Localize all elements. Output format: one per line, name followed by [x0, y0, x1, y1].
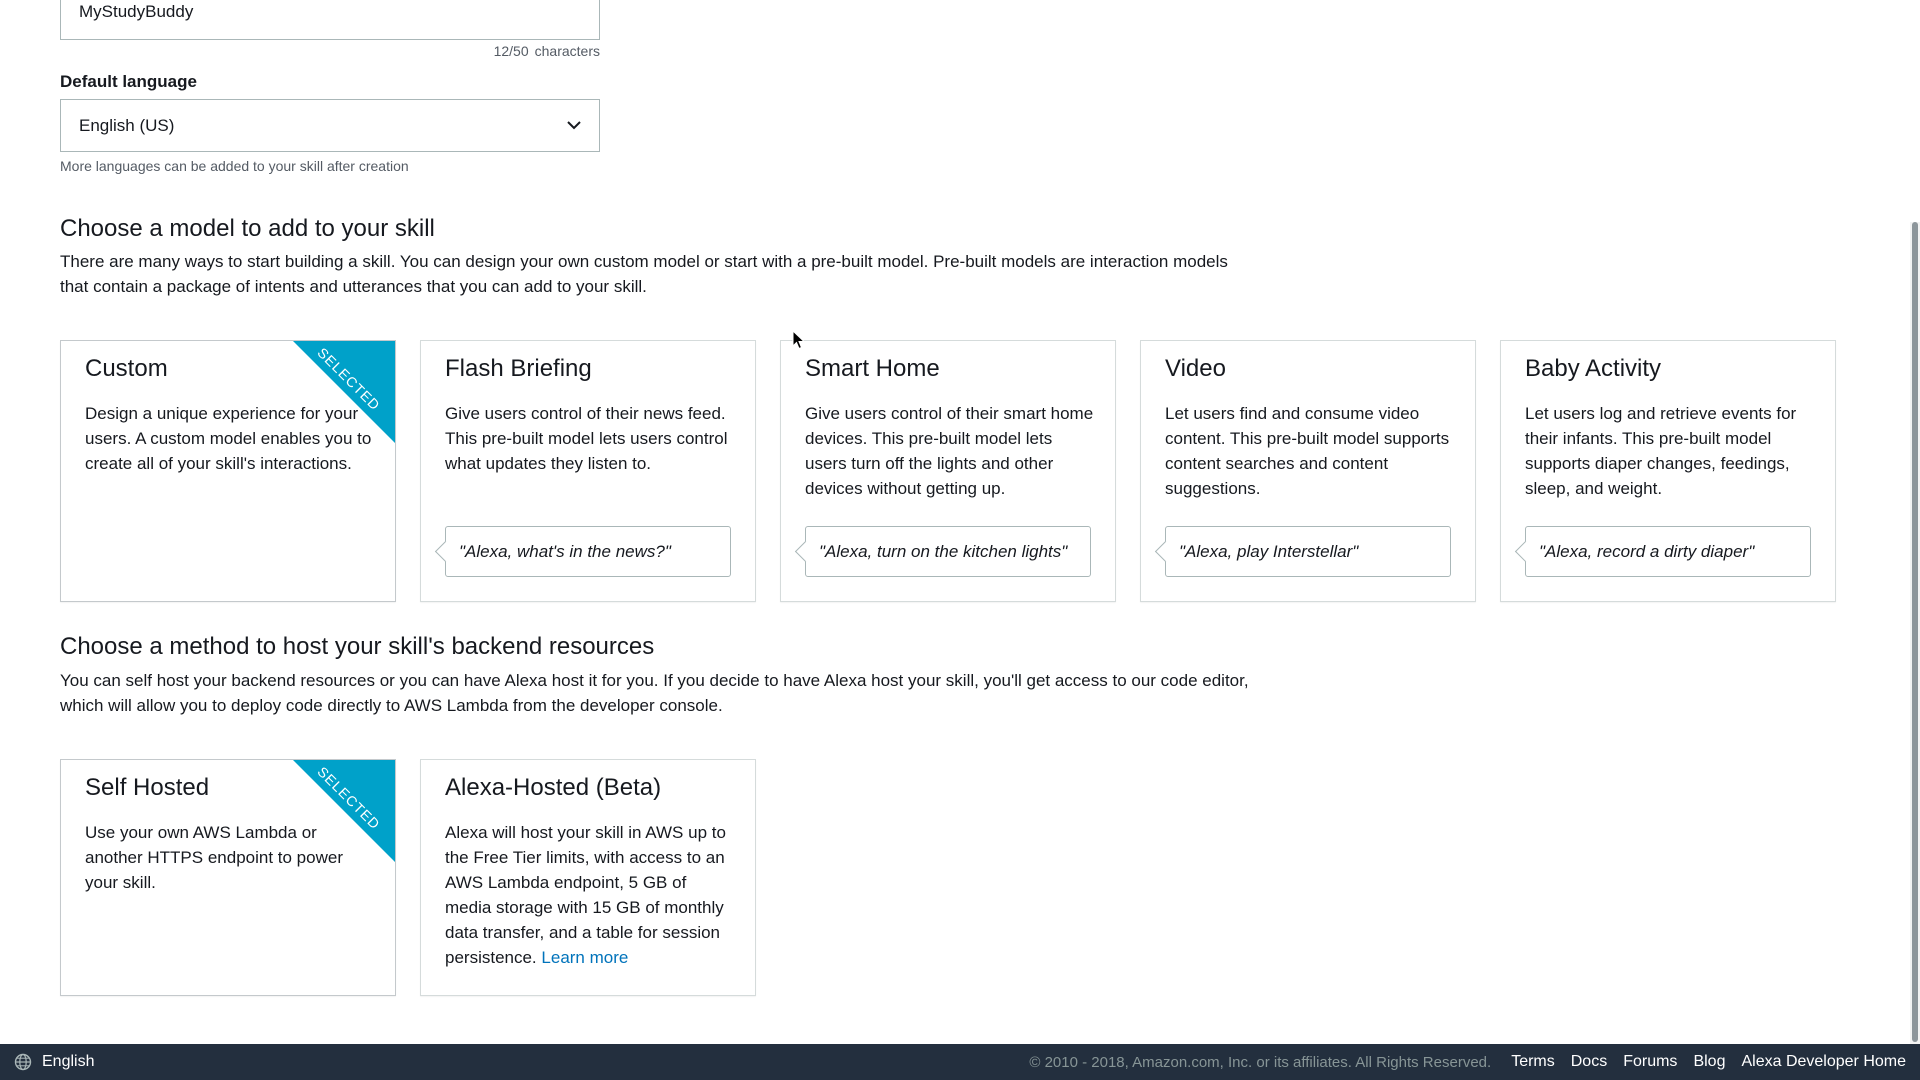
model-card-title: Smart Home — [805, 355, 940, 382]
selected-ribbon — [293, 341, 395, 443]
example-utterance: "Alexa, what's in the news?" — [445, 526, 731, 577]
host-card-description — [445, 820, 737, 970]
example-utterance: "Alexa, turn on the kitchen lights" — [805, 526, 1091, 577]
default-language-select[interactable] — [60, 99, 600, 152]
model-card-custom[interactable] — [60, 340, 396, 602]
model-card-title: Baby Activity — [1525, 355, 1662, 382]
host-card-title: Alexa-Hosted (Beta) — [445, 774, 662, 801]
mouse-cursor-icon — [792, 330, 806, 350]
copyright-text: © 2010 - 2018, Amazon.com, Inc. or its affiliates. All Rights Reserved. — [1029, 1053, 1492, 1071]
host-card-description: Use your own AWS Lambda or another HTTPS endpoint to power your skill. — [85, 823, 343, 892]
model-card-description: Give users control of their news feed. This pre-built model lets users control what updates they listen to. — [445, 404, 728, 473]
skill-name-input[interactable] — [60, 0, 600, 40]
model-card-title: Custom — [85, 355, 168, 382]
model-section-title: Choose a model to add to your skill — [60, 215, 435, 242]
model-card-smart-home[interactable] — [780, 340, 1116, 602]
footer-language-selector[interactable] — [14, 1053, 94, 1071]
footer-link-terms[interactable]: Terms — [1511, 1053, 1555, 1070]
example-utterance: "Alexa, record a dirty diaper" — [1525, 526, 1811, 577]
model-card-title: Video — [1165, 355, 1226, 382]
default-language-hint: More languages can be added to your skill after creation — [60, 158, 409, 174]
selected-ribbon — [293, 760, 395, 862]
model-section-description: There are many ways to start building a skill. You can design your own custom model or start with a pre-built model. Pre-built models are interaction models that contain a package of intents and utterances that you can add to your skill. — [60, 252, 1228, 296]
chevron-down-icon — [567, 121, 581, 130]
scrollbar-thumb[interactable] — [1912, 222, 1918, 1042]
default-language-label: Default language — [60, 72, 197, 91]
footer-link-blog[interactable]: Blog — [1693, 1053, 1726, 1070]
footer-link-forums[interactable]: Forums — [1623, 1053, 1678, 1070]
footer-link-alexa-developer-home[interactable]: Alexa Developer Home — [1741, 1053, 1906, 1070]
model-card-title: Flash Briefing — [445, 355, 592, 382]
model-card-video[interactable] — [1140, 340, 1476, 602]
model-card-description: Design a unique experience for your users. A custom model enables you to create all of your skill's interactions. — [85, 404, 372, 473]
selected-label: SELECTED — [314, 763, 384, 833]
host-card-alexa-hosted[interactable] — [420, 759, 756, 996]
default-language-value: English (US) — [79, 115, 175, 135]
character-count-value: 12/50 — [493, 43, 529, 59]
character-count-suffix: characters — [534, 43, 600, 59]
footer-language-label: English — [42, 1053, 95, 1070]
footer-link-docs[interactable]: Docs — [1570, 1053, 1608, 1070]
model-card-baby-activity[interactable] — [1500, 340, 1836, 602]
host-section-title: Choose a method to host your skill's backend resources — [60, 633, 655, 660]
host-section-description: You can self host your backend resources or you can have Alexa host it for you. If you decide to have Alexa host your skill, you'll get access to our code editor, which will allow you to deploy code directly to AWS Lambda from the developer console. — [60, 671, 1249, 715]
globe-icon — [14, 1053, 32, 1071]
model-card-description: Let users find and consume video content. This pre-built model supports content searches and content suggestions. — [1165, 404, 1450, 498]
model-card-description: Give users control of their smart home devices. This pre-built model lets users turn off the lights and other devices without getting up. — [805, 404, 1094, 498]
model-card-description: Let users log and retrieve events for their infants. This pre-built model supports diaper changes, feedings, sleep, and weight. — [1525, 404, 1797, 498]
footer-right — [1029, 1053, 1906, 1071]
learn-more-link[interactable]: Learn more — [541, 948, 629, 967]
character-count — [60, 43, 600, 59]
host-card-description-text: Alexa will host your skill in AWS up to the Free Tier limits, with access to an AWS Lambda endpoint, 5 GB of media storage with 15 GB of monthly data transfer, and a table for session persistence. — [445, 823, 726, 967]
example-utterance: "Alexa, play Interstellar" — [1165, 526, 1451, 577]
skill-name-value: MyStudyBuddy — [79, 2, 194, 21]
model-card-flash-briefing[interactable] — [420, 340, 756, 602]
footer — [0, 1044, 1920, 1080]
host-card-title: Self Hosted — [85, 774, 210, 801]
selected-label: SELECTED — [314, 344, 384, 414]
host-card-self-hosted[interactable] — [60, 759, 396, 996]
